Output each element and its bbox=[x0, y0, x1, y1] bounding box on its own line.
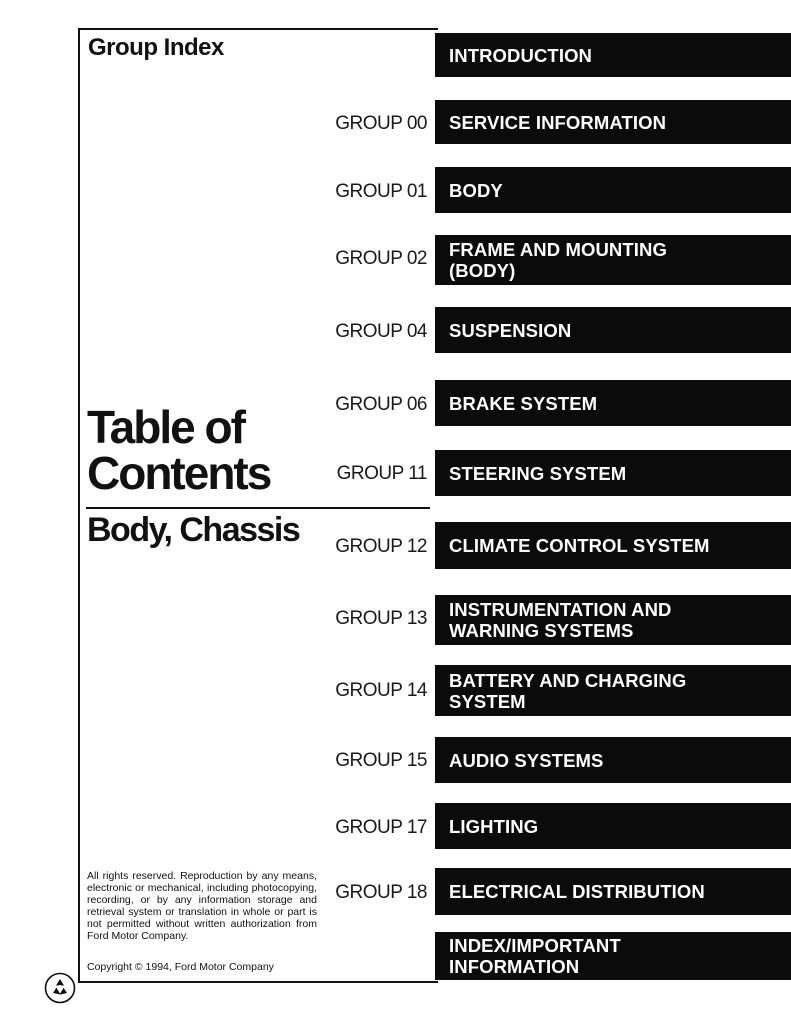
group-number-18: GROUP 18 bbox=[335, 882, 427, 903]
title-line-2: Contents bbox=[87, 447, 271, 499]
tab-label: ELECTRICAL DISTRIBUTION bbox=[449, 881, 705, 902]
tab-introduction[interactable] bbox=[435, 33, 791, 77]
tab-electrical-distribution[interactable] bbox=[435, 868, 791, 915]
title-line-1: Table of bbox=[87, 401, 244, 453]
tab-steering-system[interactable] bbox=[435, 450, 791, 496]
tab-label: AUDIO SYSTEMS bbox=[449, 749, 604, 771]
tab-label: FRAME AND MOUNTING (BODY) bbox=[449, 239, 667, 281]
tab-label: BRAKE SYSTEM bbox=[449, 392, 598, 414]
group-number-00: GROUP 00 bbox=[335, 113, 427, 134]
tab-battery-and-charging[interactable] bbox=[435, 665, 791, 716]
tab-body[interactable] bbox=[435, 167, 791, 213]
tab-label: STEERING SYSTEM bbox=[449, 462, 627, 484]
frame-bottom-border bbox=[78, 981, 438, 983]
group-number-15: GROUP 15 bbox=[335, 750, 427, 771]
tab-instrumentation[interactable] bbox=[435, 595, 791, 645]
tab-label: INSTRUMENTATION AND WARNING SYSTEMS bbox=[449, 599, 672, 641]
group-number-06: GROUP 06 bbox=[335, 394, 427, 415]
tab-label: LIGHTING bbox=[449, 815, 539, 837]
group-number-11: GROUP 11 bbox=[336, 463, 427, 484]
tab-brake-system[interactable] bbox=[435, 380, 791, 426]
frame-top-border bbox=[78, 28, 438, 30]
group-number-01: GROUP 01 bbox=[335, 181, 427, 202]
copyright-notice: Copyright © 1994, Ford Motor Company bbox=[87, 961, 274, 973]
tab-index-important-information[interactable] bbox=[435, 932, 791, 980]
tab-lighting[interactable] bbox=[435, 803, 791, 849]
group-number-13: GROUP 13 bbox=[335, 608, 427, 629]
page-title bbox=[87, 401, 271, 499]
tab-suspension[interactable] bbox=[435, 307, 791, 353]
title-rule bbox=[86, 507, 430, 509]
frame-left-border bbox=[78, 28, 80, 983]
group-number-02: GROUP 02 bbox=[335, 248, 427, 269]
tab-label: SERVICE INFORMATION bbox=[449, 111, 667, 133]
tab-label: BODY bbox=[449, 179, 503, 201]
legal-notice: All rights reserved. Reproduction by any means, electronic or mechanical, including photocopying, recording, or by any information storage and retrieval system or translation in whole or part is not permitted without written authorization from Ford Motor Company. bbox=[87, 870, 317, 942]
tab-label: SUSPENSION bbox=[449, 319, 572, 341]
group-number-04: GROUP 04 bbox=[335, 321, 427, 342]
group-index-heading: Group Index bbox=[88, 34, 224, 61]
group-number-14: GROUP 14 bbox=[335, 680, 427, 701]
tab-climate-control-system[interactable] bbox=[435, 522, 791, 569]
tab-label: CLIMATE CONTROL SYSTEM bbox=[449, 535, 710, 556]
page-subtitle: Body, Chassis bbox=[87, 511, 300, 549]
tab-label: BATTERY AND CHARGING SYSTEM bbox=[449, 669, 687, 712]
tab-service-information[interactable] bbox=[435, 100, 791, 144]
group-number-17: GROUP 17 bbox=[335, 817, 427, 838]
tab-label: INTRODUCTION bbox=[449, 44, 593, 66]
recycle-icon bbox=[44, 972, 76, 1004]
tab-frame-and-mounting[interactable] bbox=[435, 235, 791, 285]
group-number-12: GROUP 12 bbox=[335, 536, 427, 557]
tab-label: INDEX/IMPORTANT INFORMATION bbox=[449, 935, 621, 977]
tab-audio-systems[interactable] bbox=[435, 737, 791, 783]
